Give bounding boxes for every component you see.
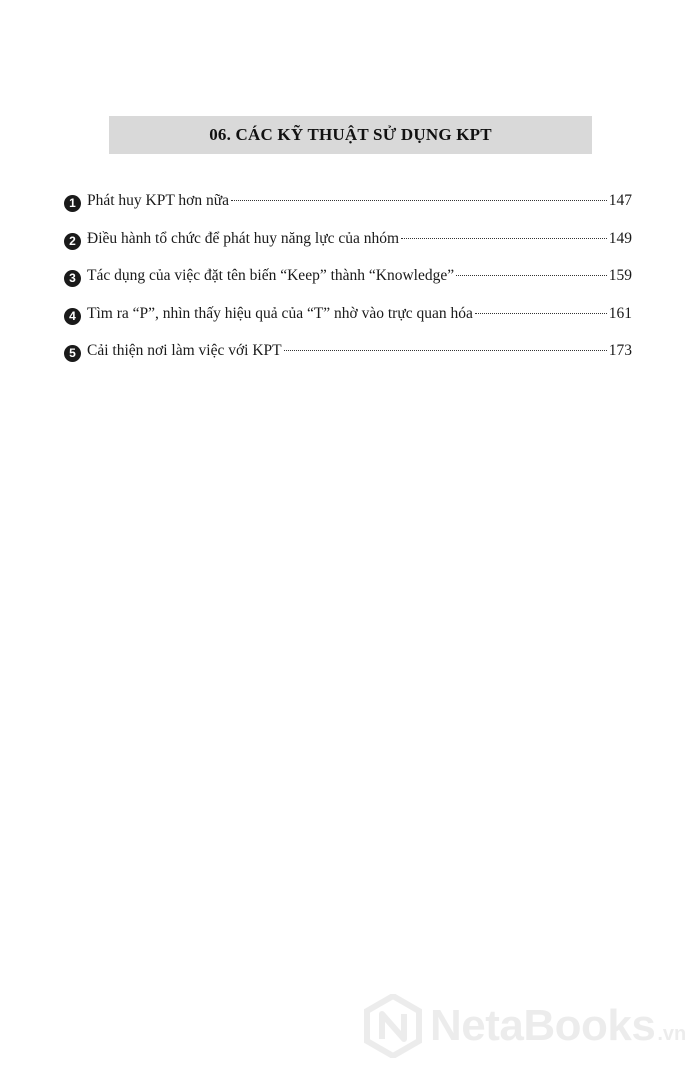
watermark — [364, 993, 686, 1059]
dot-leader — [401, 238, 607, 239]
dot-leader — [231, 200, 607, 201]
chapter-title: 06. CÁC KỸ THUẬT SỬ DỤNG KPT — [209, 125, 492, 144]
entry-number-badge: 5 — [64, 345, 81, 362]
entry-number-badge: 1 — [64, 195, 81, 212]
entry-title: Điều hành tổ chức để phát huy năng lực của nhóm — [87, 229, 400, 247]
entry-page-number: 161 — [608, 304, 632, 322]
table-of-contents — [64, 188, 632, 376]
toc-entry-1 — [64, 188, 632, 226]
entry-page-number: 147 — [608, 192, 632, 209]
entry-title: Cải thiện nơi làm việc với KPT — [87, 342, 282, 359]
dot-leader — [475, 313, 607, 314]
toc-entry-4 — [64, 301, 632, 339]
entry-page-number: 159 — [608, 267, 632, 284]
toc-entry-2 — [64, 226, 632, 264]
entry-title: Tìm ra “P”, nhìn thấy hiệu quả của “T” nhờ vào trực quan hóa — [87, 304, 473, 322]
dot-leader — [284, 350, 607, 351]
entry-number-badge: 2 — [64, 233, 81, 250]
entry-title: Tác dụng của việc đặt tên biến “Keep” thành “Knowledge” — [87, 267, 455, 284]
entry-page-number: 173 — [608, 342, 632, 359]
entry-title: Phát huy KPT hơn nữa — [87, 192, 230, 209]
toc-entry-3 — [64, 263, 632, 301]
watermark-brand: NetaBooks — [430, 1001, 656, 1050]
netabooks-logo-icon — [364, 994, 422, 1058]
toc-entry-5 — [64, 338, 632, 376]
entry-number-badge: 4 — [64, 308, 81, 325]
chapter-header — [109, 116, 592, 154]
entry-number-badge: 3 — [64, 270, 81, 287]
watermark-suffix: .vn — [657, 1022, 687, 1045]
entry-page-number: 149 — [608, 229, 632, 247]
dot-leader — [456, 275, 607, 276]
